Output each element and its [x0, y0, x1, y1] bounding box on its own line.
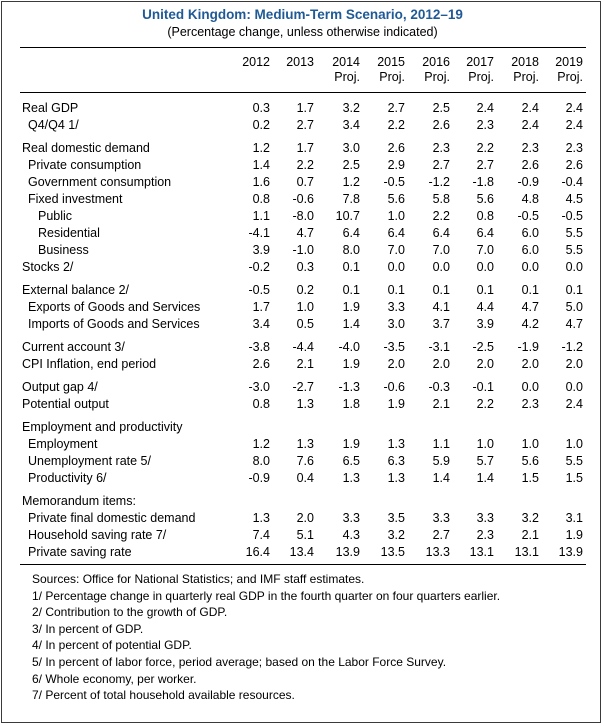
- value-cell: 0.0: [387, 260, 405, 274]
- value-cell: 2.0: [387, 357, 405, 371]
- value-cell: 6.4: [387, 226, 405, 240]
- value-cell: 2.0: [296, 511, 314, 525]
- column-proj-label: Proj.: [379, 70, 405, 84]
- value-cell: 6.0: [521, 226, 539, 240]
- value-cell: -3.0: [248, 380, 270, 394]
- value-cell: -3.1: [428, 340, 450, 354]
- value-cell: 1.7: [296, 141, 314, 155]
- value-cell: -1.0: [292, 243, 314, 257]
- value-cell: 1.4: [432, 471, 450, 485]
- value-cell: 0.1: [387, 283, 405, 297]
- column-year: 2015: [377, 55, 405, 69]
- value-cell: 3.3: [476, 511, 494, 525]
- value-cell: 3.5: [387, 511, 405, 525]
- value-cell: 6.0: [521, 243, 539, 257]
- value-cell: 6.4: [342, 226, 360, 240]
- value-cell: 0.0: [432, 260, 450, 274]
- value-cell: 6.3: [387, 454, 405, 468]
- value-cell: 0.0: [476, 260, 494, 274]
- row-label: Private final domestic demand: [28, 511, 196, 525]
- row-label: Q4/Q4 1/: [28, 118, 79, 132]
- value-cell: 2.6: [521, 158, 539, 172]
- value-cell: 16.4: [245, 545, 270, 559]
- value-cell: 1.3: [387, 471, 405, 485]
- value-cell: 13.4: [289, 545, 314, 559]
- row-label: Stocks 2/: [22, 260, 74, 274]
- value-cell: 2.0: [565, 357, 583, 371]
- table-row: [0, 243, 605, 260]
- value-cell: 5.6: [387, 192, 405, 206]
- value-cell: -1.3: [338, 380, 360, 394]
- value-cell: -4.1: [248, 226, 270, 240]
- value-cell: 0.1: [342, 283, 360, 297]
- value-cell: -4.4: [292, 340, 314, 354]
- value-cell: 3.3: [342, 511, 360, 525]
- row-label: Output gap 4/: [22, 380, 98, 394]
- row-label: Unemployment rate 5/: [28, 454, 151, 468]
- column-proj-label: Proj.: [424, 70, 450, 84]
- value-cell: 2.2: [387, 118, 405, 132]
- value-cell: 2.1: [296, 357, 314, 371]
- value-cell: -4.0: [338, 340, 360, 354]
- value-cell: 0.8: [476, 209, 494, 223]
- value-cell: 1.9: [565, 528, 583, 542]
- value-cell: 1.0: [521, 437, 539, 451]
- value-cell: 1.4: [342, 317, 360, 331]
- value-cell: 1.0: [565, 437, 583, 451]
- value-cell: 13.9: [558, 545, 583, 559]
- value-cell: 2.4: [565, 101, 583, 115]
- value-cell: 1.7: [296, 101, 314, 115]
- row-label: Business: [38, 243, 89, 257]
- table-row: [0, 283, 605, 300]
- value-cell: -0.2: [248, 260, 270, 274]
- value-cell: 4.8: [521, 192, 539, 206]
- value-cell: 0.1: [432, 283, 450, 297]
- value-cell: 1.0: [476, 437, 494, 451]
- value-cell: 0.5: [296, 317, 314, 331]
- column-year: 2012: [242, 55, 270, 69]
- value-cell: -2.7: [292, 380, 314, 394]
- value-cell: 2.9: [387, 158, 405, 172]
- value-cell: 0.4: [296, 471, 314, 485]
- table-row: [0, 101, 605, 118]
- table-row: [0, 454, 605, 471]
- table-subtitle: (Percentage change, unless otherwise indicated): [167, 25, 438, 39]
- footnote: 4/ In percent of potential GDP.: [32, 638, 192, 653]
- column-header: [230, 55, 270, 70]
- footnote: 2/ Contribution to the growth of GDP.: [32, 605, 228, 620]
- value-cell: -1.2: [428, 175, 450, 189]
- value-cell: 2.3: [476, 118, 494, 132]
- value-cell: -0.5: [383, 175, 405, 189]
- value-cell: 2.2: [476, 141, 494, 155]
- value-cell: 2.0: [521, 357, 539, 371]
- footnote: Sources: Office for National Statistics; and IMF staff estimates.: [32, 572, 365, 586]
- value-cell: -0.5: [561, 209, 583, 223]
- value-cell: 5.1: [296, 528, 314, 542]
- column-year: 2018: [511, 55, 539, 69]
- table-title: United Kingdom: Medium-Term Scenario, 2012–19: [142, 7, 463, 22]
- table-row: [0, 511, 605, 528]
- value-cell: 4.4: [476, 300, 494, 314]
- table-row: [0, 300, 605, 317]
- table-row: [0, 380, 605, 397]
- footnotes: [32, 571, 500, 704]
- value-cell: 0.0: [565, 380, 583, 394]
- column-year: 2013: [286, 55, 314, 69]
- value-cell: 2.0: [432, 357, 450, 371]
- value-cell: 0.3: [252, 101, 270, 115]
- table-row: [0, 158, 605, 175]
- value-cell: 2.3: [565, 141, 583, 155]
- table-row: [0, 471, 605, 488]
- value-cell: 3.2: [521, 511, 539, 525]
- table-row: [0, 494, 605, 511]
- column-header: [499, 55, 539, 85]
- column-year: 2014: [332, 55, 360, 69]
- value-cell: 2.1: [521, 528, 539, 542]
- value-cell: -1.2: [561, 340, 583, 354]
- value-cell: -1.9: [517, 340, 539, 354]
- value-cell: 3.9: [252, 243, 270, 257]
- value-cell: 3.0: [342, 141, 360, 155]
- value-cell: 8.0: [342, 243, 360, 257]
- value-cell: 5.0: [565, 300, 583, 314]
- value-cell: 5.8: [432, 192, 450, 206]
- row-label: Private saving rate: [28, 545, 132, 559]
- row-label: Current account 3/: [22, 340, 125, 354]
- value-cell: -1.8: [472, 175, 494, 189]
- value-cell: 2.4: [521, 101, 539, 115]
- value-cell: 2.3: [521, 397, 539, 411]
- value-cell: 1.3: [252, 511, 270, 525]
- value-cell: 3.0: [387, 317, 405, 331]
- value-cell: 0.1: [476, 283, 494, 297]
- value-cell: -0.5: [517, 209, 539, 223]
- value-cell: 2.3: [476, 528, 494, 542]
- row-label: Private consumption: [28, 158, 142, 172]
- value-cell: 5.5: [565, 226, 583, 240]
- value-cell: 2.4: [476, 101, 494, 115]
- value-cell: 0.8: [252, 397, 270, 411]
- value-cell: 13.3: [425, 545, 450, 559]
- row-label: Real domestic demand: [22, 141, 150, 155]
- value-cell: -0.6: [383, 380, 405, 394]
- value-cell: 3.4: [252, 317, 270, 331]
- value-cell: 0.3: [296, 260, 314, 274]
- value-cell: 0.0: [565, 260, 583, 274]
- value-cell: 1.3: [296, 397, 314, 411]
- value-cell: 3.4: [342, 118, 360, 132]
- table-row: [0, 260, 605, 277]
- column-proj-label: Proj.: [468, 70, 494, 84]
- value-cell: 5.6: [476, 192, 494, 206]
- value-cell: 0.1: [521, 283, 539, 297]
- value-cell: 5.9: [432, 454, 450, 468]
- value-cell: 13.5: [380, 545, 405, 559]
- value-cell: 7.8: [342, 192, 360, 206]
- value-cell: 3.1: [565, 511, 583, 525]
- value-cell: 2.2: [296, 158, 314, 172]
- value-cell: 4.3: [342, 528, 360, 542]
- value-cell: 2.3: [432, 141, 450, 155]
- table-row: [0, 209, 605, 226]
- value-cell: 13.1: [514, 545, 539, 559]
- table-row: [0, 545, 605, 562]
- value-cell: 2.4: [521, 118, 539, 132]
- value-cell: 1.8: [342, 397, 360, 411]
- value-cell: 0.1: [565, 283, 583, 297]
- value-cell: -0.5: [248, 283, 270, 297]
- value-cell: 1.7: [252, 300, 270, 314]
- value-cell: 1.9: [342, 357, 360, 371]
- table-row: [0, 192, 605, 209]
- row-label: Potential output: [22, 397, 109, 411]
- value-cell: 2.7: [387, 101, 405, 115]
- value-cell: 4.7: [296, 226, 314, 240]
- value-cell: 1.9: [342, 437, 360, 451]
- footnote: 3/ In percent of GDP.: [32, 621, 144, 636]
- value-cell: -0.9: [248, 471, 270, 485]
- value-cell: 0.7: [296, 175, 314, 189]
- value-cell: 2.7: [432, 158, 450, 172]
- top-rule: [20, 47, 586, 48]
- value-cell: -0.3: [428, 380, 450, 394]
- row-label: Government consumption: [28, 175, 172, 189]
- row-label: Fixed investment: [28, 192, 123, 206]
- value-cell: 1.3: [342, 471, 360, 485]
- value-cell: -2.5: [472, 340, 494, 354]
- value-cell: 5.5: [565, 243, 583, 257]
- value-cell: 0.1: [342, 260, 360, 274]
- value-cell: 6.4: [432, 226, 450, 240]
- row-label: Productivity 6/: [28, 471, 107, 485]
- column-proj-label: Proj.: [557, 70, 583, 84]
- value-cell: 1.4: [476, 471, 494, 485]
- value-cell: 2.2: [476, 397, 494, 411]
- value-cell: 5.5: [565, 454, 583, 468]
- row-label: Public: [38, 209, 73, 223]
- value-cell: 4.2: [521, 317, 539, 331]
- value-cell: 3.2: [387, 528, 405, 542]
- column-year: 2017: [466, 55, 494, 69]
- bottom-rule: [20, 564, 586, 565]
- value-cell: 2.7: [296, 118, 314, 132]
- value-cell: 2.6: [387, 141, 405, 155]
- value-cell: 1.9: [342, 300, 360, 314]
- value-cell: 1.0: [296, 300, 314, 314]
- column-year: 2016: [422, 55, 450, 69]
- row-label: Employment and productivity: [22, 420, 183, 434]
- value-cell: 2.4: [565, 118, 583, 132]
- table-row: [0, 141, 605, 158]
- value-cell: 5.6: [521, 454, 539, 468]
- value-cell: 2.0: [476, 357, 494, 371]
- value-cell: 2.2: [432, 209, 450, 223]
- value-cell: 3.9: [476, 317, 494, 331]
- value-cell: 2.4: [565, 397, 583, 411]
- column-header: [410, 55, 450, 85]
- value-cell: 2.7: [476, 158, 494, 172]
- value-cell: 2.5: [432, 101, 450, 115]
- value-cell: -3.5: [383, 340, 405, 354]
- value-cell: -0.4: [561, 175, 583, 189]
- table-row: [0, 528, 605, 545]
- value-cell: -0.6: [292, 192, 314, 206]
- value-cell: 4.7: [521, 300, 539, 314]
- row-label: Residential: [38, 226, 100, 240]
- value-cell: -8.0: [292, 209, 314, 223]
- value-cell: -3.8: [248, 340, 270, 354]
- value-cell: 2.6: [565, 158, 583, 172]
- column-header: [365, 55, 405, 85]
- footnote: 1/ Percentage change in quarterly real GDP in the fourth quarter on four quarters earlier.: [32, 588, 501, 603]
- value-cell: 1.3: [387, 437, 405, 451]
- value-cell: -0.1: [472, 380, 494, 394]
- table-row: [0, 175, 605, 192]
- column-header: [320, 55, 360, 85]
- value-cell: 3.2: [342, 101, 360, 115]
- row-label: Employment: [28, 437, 98, 451]
- value-cell: 1.6: [252, 175, 270, 189]
- footnote: 7/ Percent of total household available resources.: [32, 688, 295, 703]
- value-cell: 4.1: [432, 300, 450, 314]
- value-cell: 1.2: [252, 141, 270, 155]
- value-cell: 7.6: [296, 454, 314, 468]
- table-row: [0, 397, 605, 414]
- value-cell: 2.7: [432, 528, 450, 542]
- value-cell: -0.9: [517, 175, 539, 189]
- value-cell: 0.2: [252, 118, 270, 132]
- column-header: [543, 55, 583, 85]
- value-cell: 3.3: [387, 300, 405, 314]
- column-year: 2019: [555, 55, 583, 69]
- column-header: [454, 55, 494, 85]
- value-cell: 0.2: [296, 283, 314, 297]
- row-label: Household saving rate 7/: [28, 528, 167, 542]
- value-cell: 1.2: [252, 437, 270, 451]
- table-row: [0, 437, 605, 454]
- table-row: [0, 357, 605, 374]
- value-cell: 6.4: [476, 226, 494, 240]
- value-cell: 2.3: [521, 141, 539, 155]
- row-label: Imports of Goods and Services: [28, 317, 200, 331]
- value-cell: 2.1: [432, 397, 450, 411]
- value-cell: 7.0: [432, 243, 450, 257]
- value-cell: 1.9: [387, 397, 405, 411]
- value-cell: 1.1: [432, 437, 450, 451]
- value-cell: 6.5: [342, 454, 360, 468]
- row-label: CPI Inflation, end period: [22, 357, 157, 371]
- value-cell: 10.7: [335, 209, 360, 223]
- value-cell: 2.5: [342, 158, 360, 172]
- value-cell: 1.5: [521, 471, 539, 485]
- value-cell: 7.4: [252, 528, 270, 542]
- value-cell: 13.1: [469, 545, 494, 559]
- value-cell: 13.9: [335, 545, 360, 559]
- footnote: 6/ Whole economy, per worker.: [32, 671, 197, 686]
- header-rule: [20, 92, 586, 93]
- row-label: Memorandum items:: [22, 494, 136, 508]
- value-cell: 1.1: [252, 209, 270, 223]
- value-cell: 3.7: [432, 317, 450, 331]
- table-row: [0, 118, 605, 135]
- value-cell: 7.0: [476, 243, 494, 257]
- value-cell: 1.0: [387, 209, 405, 223]
- value-cell: 0.0: [521, 380, 539, 394]
- value-cell: 5.7: [476, 454, 494, 468]
- column-proj-label: Proj.: [334, 70, 360, 84]
- column-header: [274, 55, 314, 70]
- value-cell: 2.6: [432, 118, 450, 132]
- table-row: [0, 226, 605, 243]
- value-cell: 1.3: [296, 437, 314, 451]
- value-cell: 1.5: [565, 471, 583, 485]
- row-label: External balance 2/: [22, 283, 130, 297]
- value-cell: 7.0: [387, 243, 405, 257]
- value-cell: 3.3: [432, 511, 450, 525]
- row-label: Exports of Goods and Services: [28, 300, 201, 314]
- value-cell: 1.4: [252, 158, 270, 172]
- footnote: 5/ In percent of labor force, period average; based on the Labor Force Survey.: [32, 654, 447, 669]
- value-cell: 4.7: [565, 317, 583, 331]
- table-row: [0, 340, 605, 357]
- column-proj-label: Proj.: [513, 70, 539, 84]
- value-cell: 8.0: [252, 454, 270, 468]
- value-cell: 2.6: [252, 357, 270, 371]
- value-cell: 1.2: [342, 175, 360, 189]
- row-label: Real GDP: [22, 101, 79, 115]
- value-cell: 0.8: [252, 192, 270, 206]
- table-row: [0, 420, 605, 437]
- value-cell: 0.0: [521, 260, 539, 274]
- value-cell: 4.5: [565, 192, 583, 206]
- table-row: [0, 317, 605, 334]
